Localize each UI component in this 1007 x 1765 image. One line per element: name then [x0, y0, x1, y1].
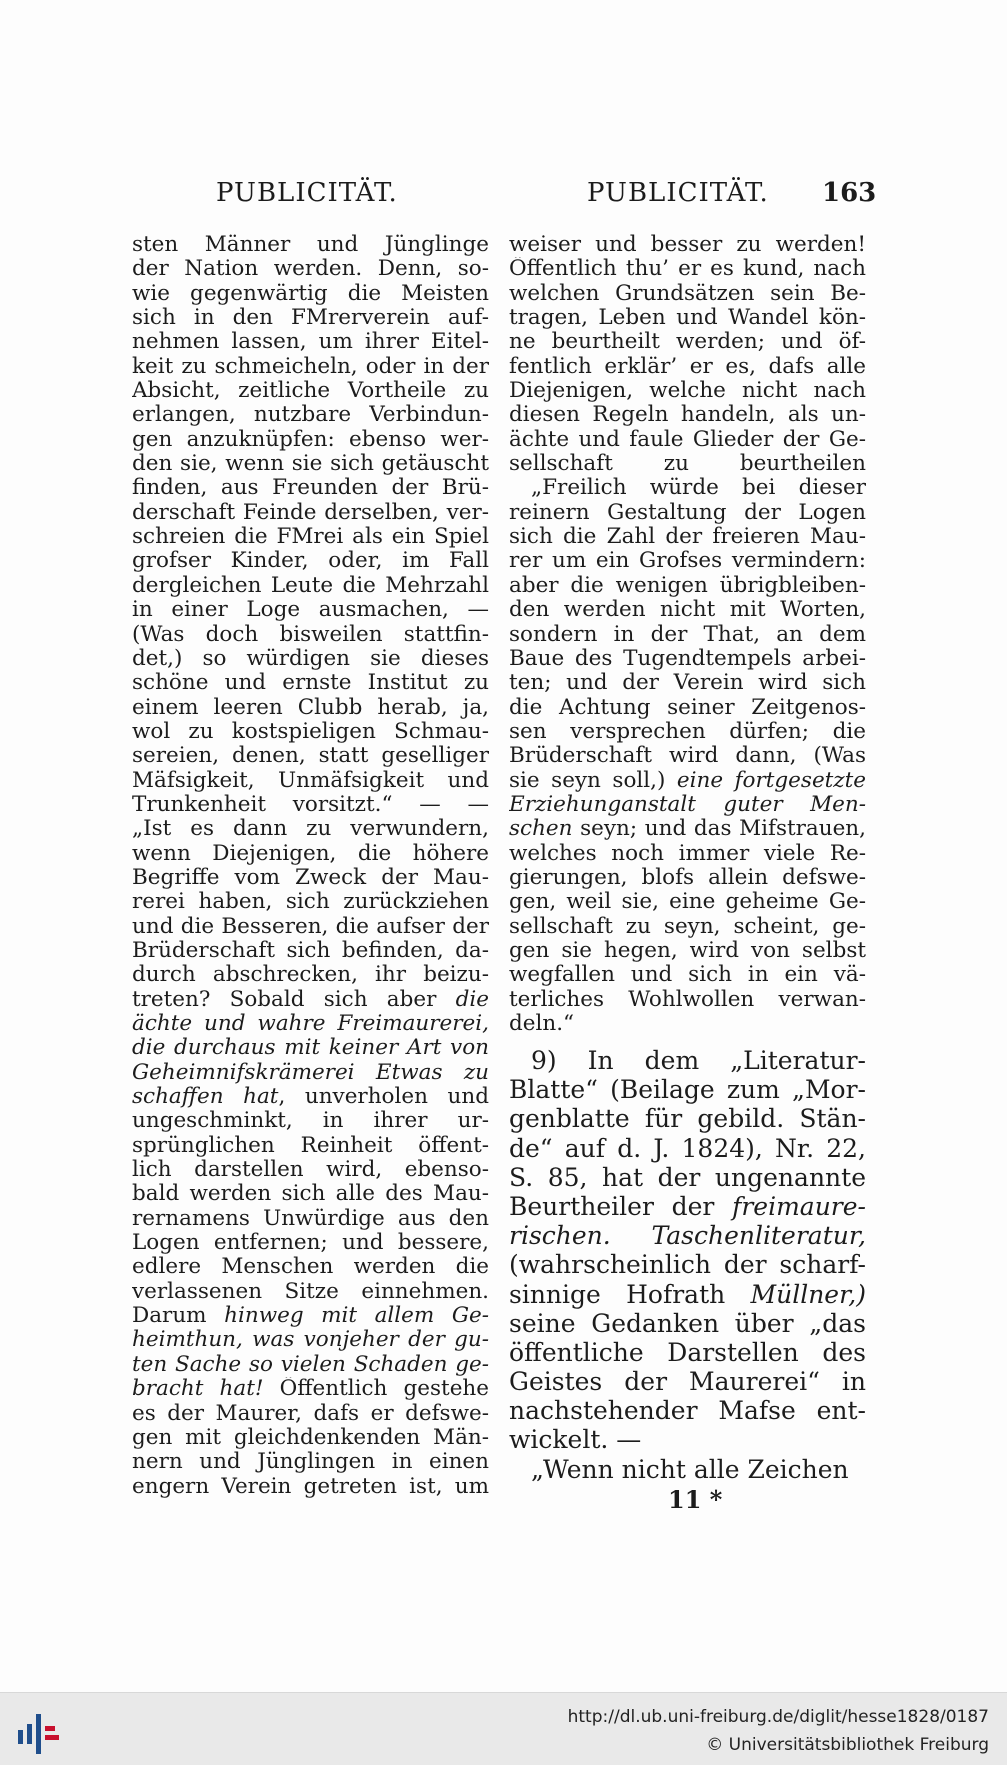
- right-line: sellschaft zu beurtheilen: [509, 452, 866, 477]
- left-line: heimthun, was vonjeher der gu-: [132, 1328, 489, 1353]
- left-line: dergleichen Leute die Mehrzahl: [132, 573, 489, 598]
- right-text-column-large: [509, 1046, 866, 1484]
- right-line: die Achtung seiner Zeitgenos-: [509, 695, 866, 720]
- right-line: sellschaft zu seyn, scheint, ge-: [509, 914, 866, 939]
- right-big-line: öffentliche Darstellen des: [509, 1337, 866, 1367]
- left-line: lich darstellen wird, ebenso-: [132, 1158, 489, 1183]
- right-line: ten; und der Verein wird sich: [509, 671, 866, 696]
- left-line: rernamens Unwürdige aus den: [132, 1206, 489, 1231]
- right-line: deln.“: [509, 1012, 575, 1036]
- left-line: der Nation werden. Denn, so-: [132, 257, 489, 282]
- right-line: Brüderschaft wird dann, (Was: [509, 744, 866, 769]
- left-line: gen mit gleichdenkenden Män-: [132, 1425, 489, 1450]
- right-line: welches noch immer viele Re-: [509, 841, 866, 866]
- right-line: reinern Gestaltung der Logen: [509, 500, 866, 525]
- left-line: die durchaus mit keiner Art von: [132, 1036, 489, 1061]
- right-line: tragen, Leben und Wandel kön-: [509, 306, 866, 331]
- left-line: rerei haben, sich zurückziehen: [132, 890, 489, 915]
- left-line: det,) so würdigen sie dieses: [132, 646, 489, 671]
- right-big-line: sinnige Hofrath Müllner,): [509, 1279, 866, 1309]
- right-big-line: nachstehender Mafse ent-: [509, 1396, 866, 1426]
- right-line: rer um ein Grofses vermindern:: [509, 549, 866, 574]
- left-line: wie gegenwärtig die Meisten: [132, 281, 489, 306]
- left-line: Brüderschaft sich befinden, da-: [132, 938, 489, 963]
- left-line: treten? Sobald sich aber die: [132, 987, 489, 1012]
- right-line: sen versprechen dürfen; die: [509, 719, 866, 744]
- signature-mark: 11 *: [668, 1485, 723, 1514]
- left-line: sprünglichen Reinheit öffent-: [132, 1133, 489, 1158]
- right-line: Erziehunganstalt guter Men-: [509, 792, 866, 817]
- left-line: engern Verein getreten ist, um: [132, 1474, 489, 1499]
- right-line: wegfallen und sich in ein vä-: [509, 963, 866, 988]
- right-line: sie seyn soll,) eine fortgesetzte: [509, 768, 866, 793]
- right-big-line: seine Gedanken über „das: [509, 1308, 866, 1338]
- left-line: finden, aus Freunden der Brü-: [132, 476, 489, 501]
- left-line: schaffen hat, unverholen und: [132, 1085, 489, 1110]
- left-line: Geheimnifskrämerei Etwas zu: [132, 1060, 489, 1085]
- left-line: ächte und wahre Freimaurerei,: [132, 1012, 489, 1036]
- right-line: terliches Wohlwollen verwan-: [509, 987, 866, 1012]
- left-line: den sie, wenn sie sich getäuscht: [132, 452, 489, 477]
- left-line: bracht hat! Öffentlich gestehe: [132, 1377, 489, 1402]
- right-line: „Freilich würde bei dieser: [531, 476, 866, 501]
- right-big-line: Beurtheiler der freimaure-: [509, 1191, 866, 1221]
- left-line: es der Maurer, dafs er defswe-: [132, 1401, 489, 1426]
- left-line: in einer Loge ausmachen, —: [132, 598, 489, 623]
- left-line: durch abschrecken, ihr beizu-: [132, 963, 489, 988]
- left-line: Begriffe vom Zweck der Mau-: [132, 865, 489, 890]
- header-right-title: PUBLICITÄT.: [587, 178, 769, 208]
- left-line: Trunkenheit vorsitzt.“ — —: [132, 792, 489, 817]
- right-big-line: S. 85, hat der ungenannte: [509, 1162, 866, 1192]
- left-line: schreien die FMrei als ein Spiel: [132, 525, 489, 550]
- right-line: Baue des Tugendtempels arbei-: [509, 646, 866, 671]
- right-line: welchen Grundsätzen sein Be-: [509, 281, 866, 306]
- left-line: Absicht, zeitliche Vortheile zu: [132, 379, 489, 404]
- ub-freiburg-logo-icon: [14, 1708, 64, 1756]
- left-line: ungeschminkt, in ihrer ur-: [132, 1109, 489, 1134]
- left-line: ten Sache so vielen Schaden ge-: [132, 1352, 489, 1377]
- right-big-line: 9) In dem „Literatur-: [531, 1046, 866, 1075]
- left-line: edlere Menschen werden die: [132, 1255, 489, 1280]
- header-left-title: PUBLICITÄT.: [216, 178, 398, 208]
- left-line: sten Männer und Jünglinge: [132, 233, 489, 257]
- left-line: gen anzuknüpfen: ebenso wer-: [132, 427, 489, 452]
- page-number: 163: [822, 178, 877, 208]
- left-line: Logen entfernen; und bessere,: [132, 1231, 489, 1256]
- left-line: derschaft Feinde derselben, ver-: [132, 500, 489, 525]
- left-line: Mäfsigkeit, Unmäfsigkeit und: [132, 768, 489, 793]
- right-line: Diejenigen, welche nicht nach: [509, 379, 866, 404]
- left-line: und die Besseren, die aufser der: [132, 914, 489, 939]
- right-line: fentlich erklär’ er es, dafs alle: [509, 354, 866, 379]
- right-big-line: „Wenn nicht alle Zeichen: [531, 1454, 849, 1484]
- right-line: ne beurtheilt werden; und öf-: [509, 330, 866, 355]
- left-line: einem leeren Clubb herab, ja,: [132, 695, 489, 720]
- left-line: keit zu schmeicheln, oder in der: [132, 354, 489, 379]
- left-line: verlassenen Sitze einnehmen.: [132, 1279, 489, 1304]
- left-line: Darum hinweg mit allem Ge-: [132, 1304, 489, 1329]
- right-line: aber die wenigen übrigbleiben-: [509, 573, 866, 598]
- right-line: gierungen, blofs allein defswe-: [509, 865, 866, 890]
- right-big-line: genblatte für gebild. Stän-: [509, 1104, 866, 1134]
- left-line: „Ist es dann zu verwundern,: [132, 817, 489, 842]
- left-line: wenn Diejenigen, die höhere: [132, 841, 489, 866]
- copyright-notice: © Universitätsbibliothek Freiburg: [706, 1735, 989, 1755]
- right-line: ächte und faule Glieder der Ge-: [509, 427, 866, 452]
- right-line: schen seyn; und das Mifstrauen,: [509, 817, 866, 842]
- right-line: den werden nicht mit Worten,: [509, 598, 866, 623]
- right-line: Öffentlich thu’ er es kund, nach: [509, 257, 866, 282]
- right-line: gen, weil sie, eine geheime Ge-: [509, 890, 866, 915]
- footer-bar: [0, 1692, 1007, 1765]
- right-line: weiser und besser zu werden!: [509, 233, 866, 257]
- left-line: wol zu kostspieligen Schmau-: [132, 719, 489, 744]
- right-big-line: Blatte“ (Beilage zum „Mor-: [509, 1075, 866, 1105]
- permalink-url[interactable]: http://dl.ub.uni-freiburg.de/diglit/hesse1828/0187: [567, 1707, 989, 1727]
- right-line: gen sie hegen, wird von selbst: [509, 938, 866, 963]
- left-line: sich in den FMrerverein auf-: [132, 306, 489, 331]
- left-line: schöne und ernste Institut zu: [132, 671, 489, 696]
- left-line: sereien, denen, statt geselliger: [132, 744, 489, 769]
- right-big-line: de“ auf d. J. 1824), Nr. 22,: [509, 1133, 866, 1163]
- right-line: sich die Zahl der freieren Mau-: [509, 525, 866, 550]
- right-big-line: Geistes der Maurerei“ in: [509, 1367, 866, 1397]
- left-line: bald werden sich alle des Mau-: [132, 1182, 489, 1207]
- left-line: grofser Kinder, oder, im Fall: [132, 549, 489, 574]
- left-line: nehmen lassen, um ihrer Eitel-: [132, 330, 489, 355]
- left-text-column: [132, 233, 489, 1499]
- left-line: erlangen, nutzbare Verbindun-: [132, 403, 489, 428]
- right-big-line: (wahrscheinlich der scharf-: [509, 1250, 866, 1280]
- right-line: sondern in der That, an dem: [509, 622, 866, 647]
- right-big-line: rischen. Taschenliteratur,: [509, 1221, 866, 1251]
- right-text-column: [509, 233, 866, 1036]
- right-line: diesen Regeln handeln, als un-: [509, 403, 866, 428]
- running-header: [0, 178, 1007, 218]
- left-line: (Was doch bisweilen stattfin-: [132, 622, 489, 647]
- right-big-line: wickelt. —: [509, 1425, 642, 1455]
- left-line: nern und Jünglingen in einen: [132, 1450, 489, 1475]
